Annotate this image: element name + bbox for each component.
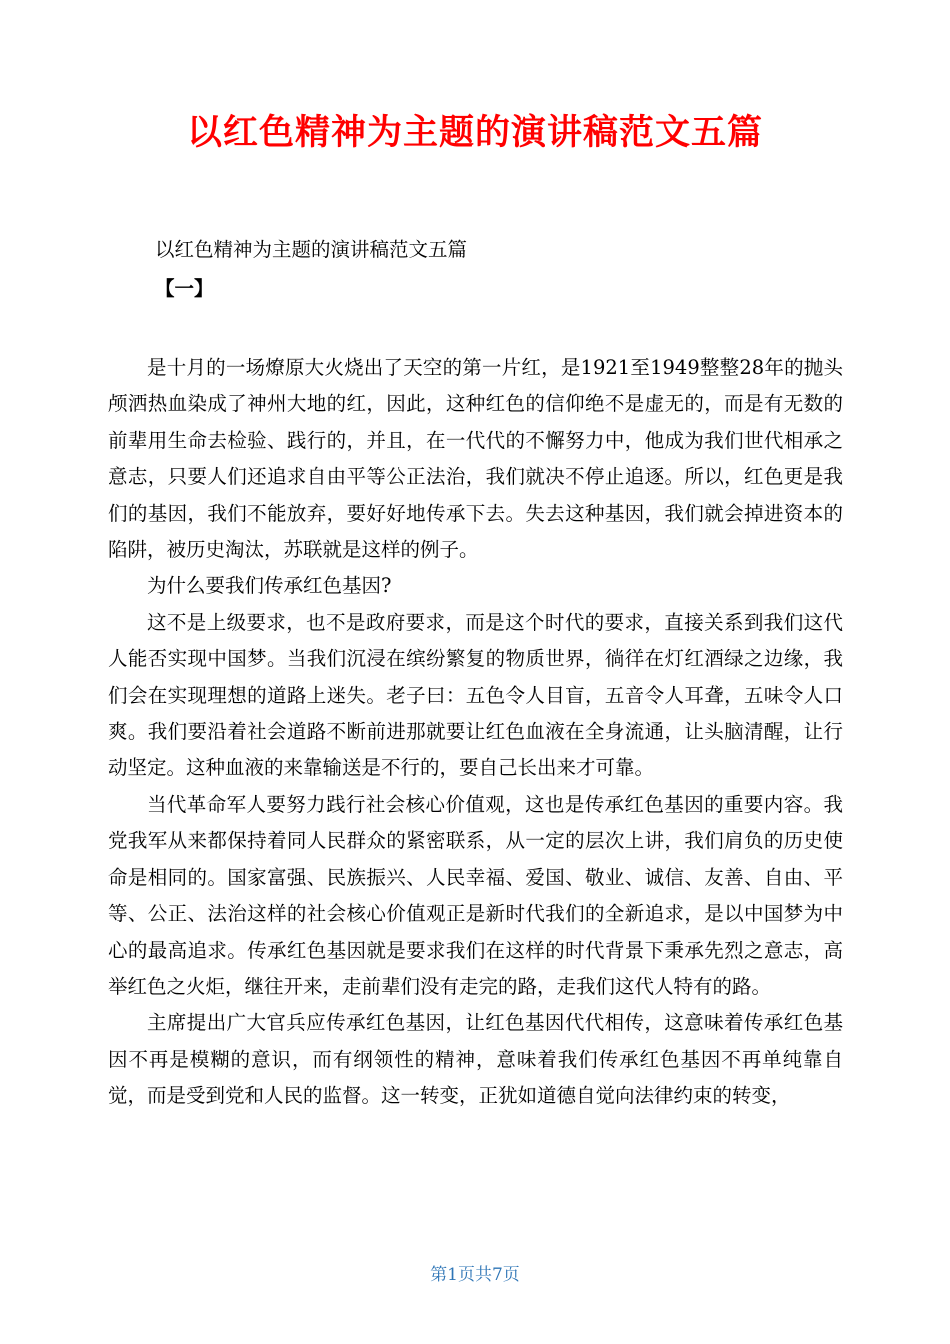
page-number-footer: 第1页共7页 [430,1265,520,1285]
document-title: 以红色精神为主题的演讲稿范文五篇 [186,113,763,153]
document-subtitle: 以红色精神为主题的演讲稿范文五篇 [155,238,468,261]
paragraph: 为什么要我们传承红色基因? [147,574,392,598]
paragraph: 当代革命军人要努力践行社会核心价值观，这也是传承红色基因的重要内容。我党我军从来都保持着同人民群众的紧密联系，从一定的层次上讲，我们肩负的历史使命是相同的。国家富强、民族振兴、人民幸福、爱国、敬业、诚信、友善、自由、平等、公正、法治这样的社会核心价值观正是新时代我们的全新追求，是以中国梦为中心的最高追求。传承红色基因就是要求我们在这样的时代背景下秉承先烈之意志，高举红色之火炬，继往开来，走前辈们没有走完的路，走我们这代人特有的路。 [108,792,843,998]
section-marker: 【一】 [155,277,214,300]
paragraph: 这不是上级要求，也不是政府要求，而是这个时代的要求，直接关系到我们这代人能否实现中国梦。当我们沉浸在缤纷繁复的物质世界，徜徉在灯红酒绿之边缘，我们会在实现理想的道路上迷失。老子曰：五色令人目盲，五音令人耳聋，五味令人口爽。我们要沿着社会道路不断前进那就要让红色血液在全身流通，让头脑清醒，让行动坚定。这种血液的来靠输送是不行的，要自己长出来才可靠。 [108,610,843,780]
paragraph: 是十月的一场燎原大火烧出了天空的第一片红，是1921至1949整整28年的抛头颅洒热血染成了神州大地的红，因此，这种红色的信仰绝不是虚无的，而是有无数的前辈用生命去检验、践行的，并且，在一代代的不懈努力中，他成为我们世代相承之意志，只要人们还追求自由平等公正法治，我们就决不停止追逐。所以，红色更是我们的基因，我们不能放弃，要好好地传承下去。失去这种基因，我们就会掉进资本的陷阱，被历史淘汰，苏联就是这样的例子。 [108,356,843,562]
body-text [108,350,843,1115]
paragraph: 主席提出广大官兵应传承红色基因，让红色基因代代相传，这意味着传承红色基因不再是模糊的意识，而有纲领性的精神，意味着我们传承红色基因不再单纯靠自觉，而是受到党和人民的监督。这一转变，正犹如道德自觉向法律约束的转变， [108,1011,843,1108]
